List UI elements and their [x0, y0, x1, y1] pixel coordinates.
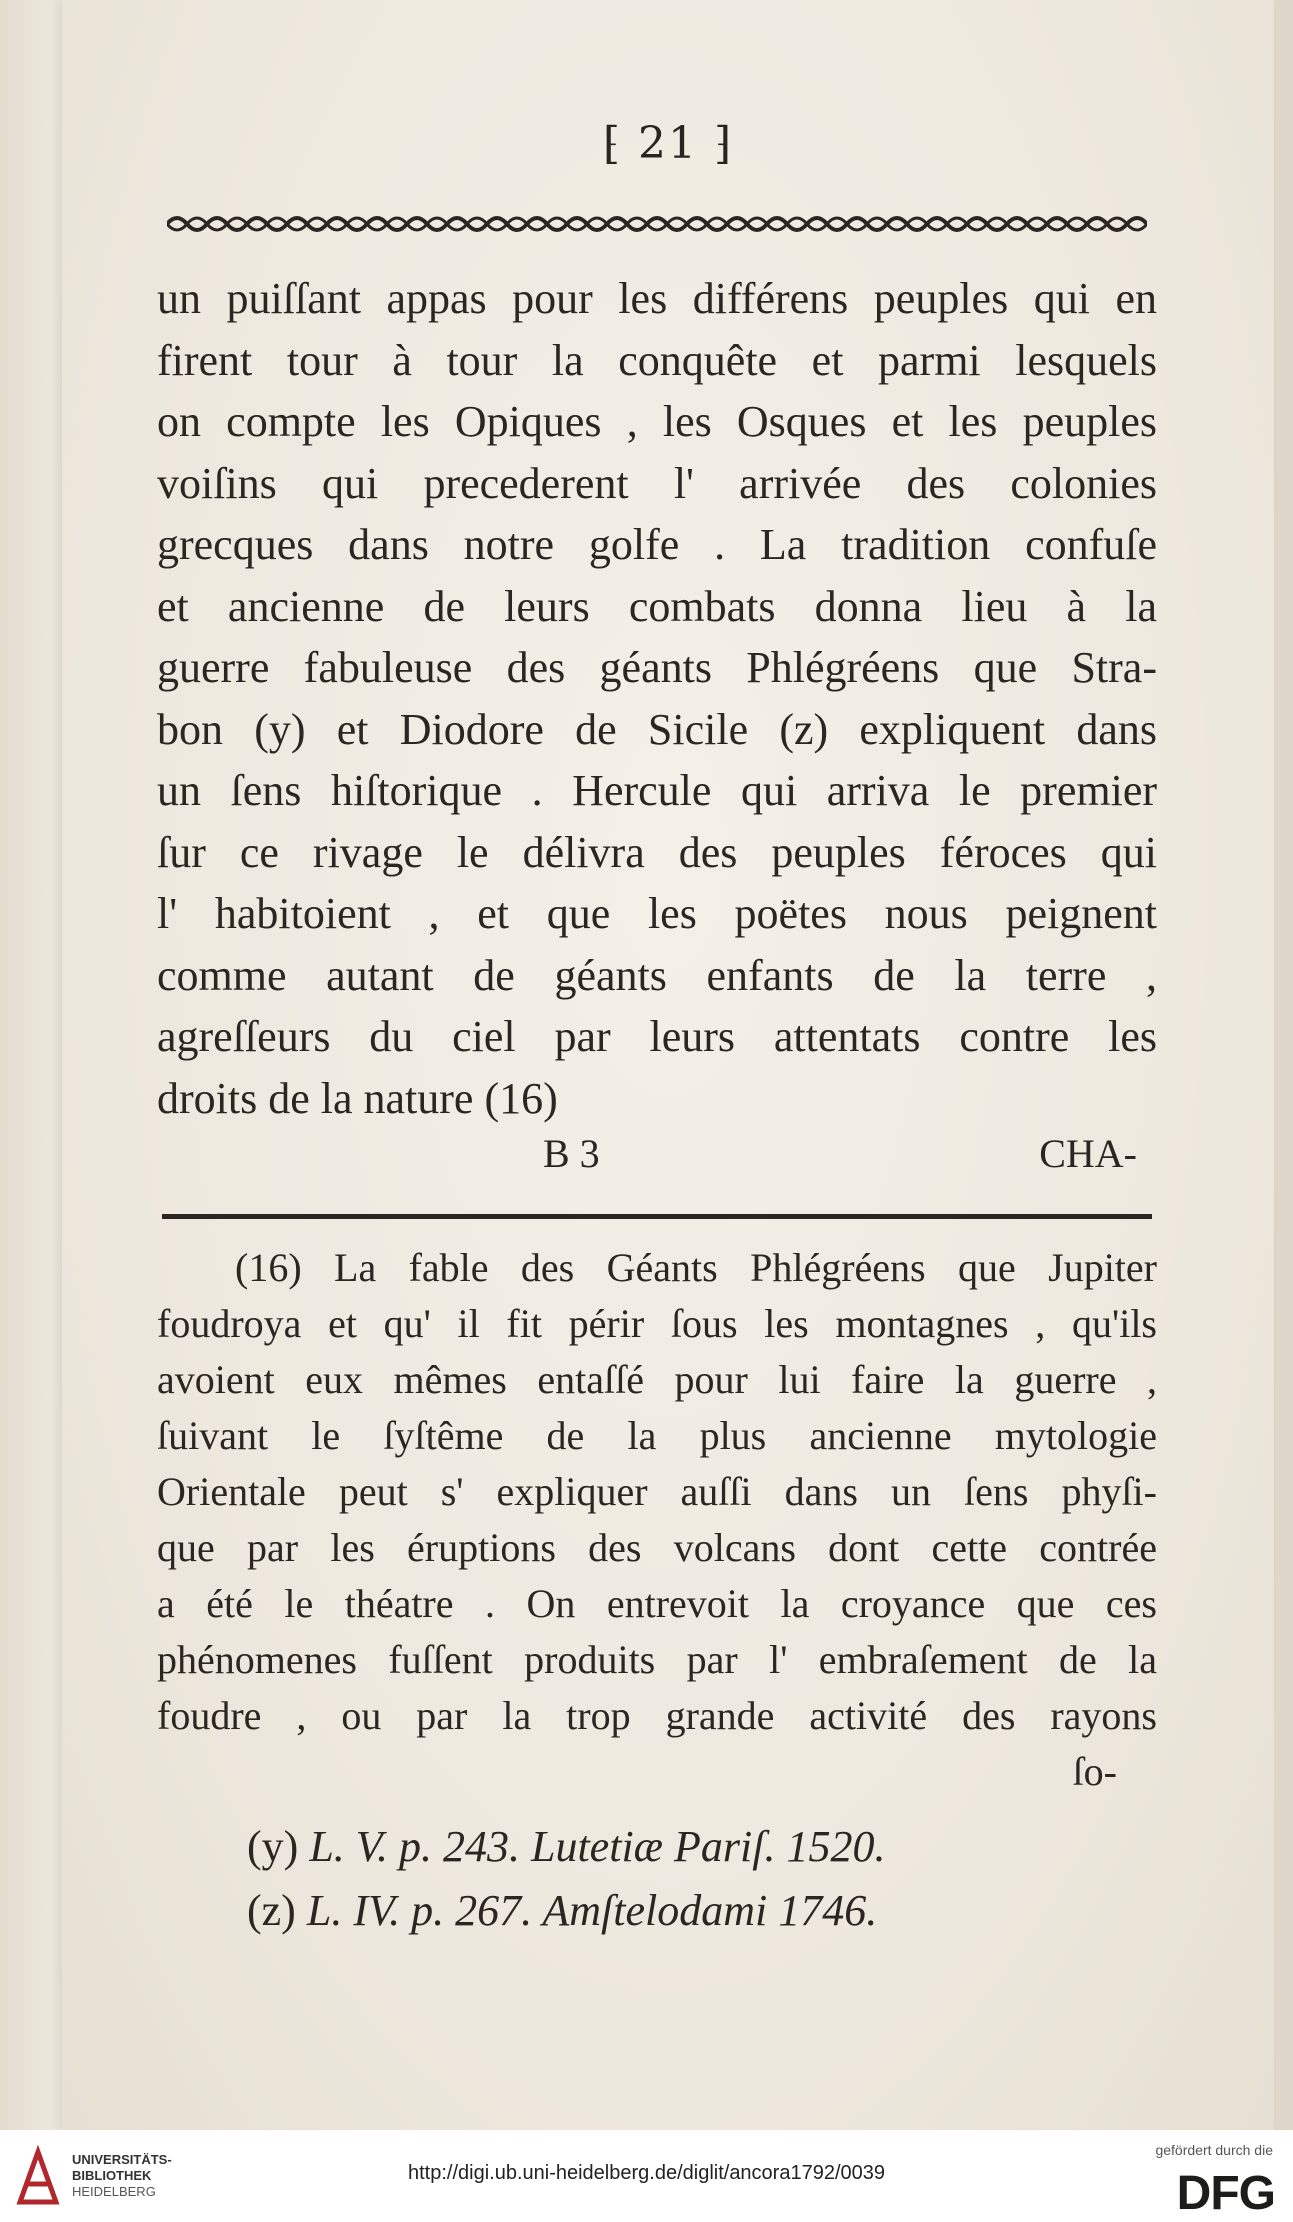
- ornamental-border: [167, 208, 1147, 240]
- footnote-line: avoient eux mêmes entaſſé pour lui faire la guerre ,: [157, 1357, 1157, 1402]
- text-line: on compte les Opiques , les Osques et les peuples: [157, 397, 1157, 446]
- reference-z: [247, 1879, 1147, 1943]
- catchword: CHA-: [1039, 1131, 1137, 1176]
- footnote-line: Orientale peut s' expliquer auſſi dans un ſens phyſi-: [157, 1469, 1157, 1514]
- footnote-line: foudre , ou par la trop grande activité des rayons: [157, 1693, 1157, 1738]
- text-line: agreſſeurs du ciel par leurs attentats contre les: [157, 1012, 1157, 1061]
- library-name: UNIVERSITÄTS- BIBLIOTHEK HEIDELBERG: [72, 2152, 172, 2199]
- footnote-line: a été le théatre . On entrevoit la croyance que ces: [157, 1581, 1157, 1626]
- text-line: ſur ce rivage le délivra des peuples féroces qui: [157, 827, 1157, 877]
- book-page: [62, 0, 1274, 2130]
- text-line: firent tour à tour la conquête et parmi lesquels: [157, 335, 1157, 385]
- footnote-line: (16) La fable des Géants Phlégréens que Jupiter: [235, 1245, 1157, 1290]
- text-line: bon (y) et Diodore de Sicile (z) expliquent dans: [157, 704, 1157, 754]
- text-line: l' habitoient , et que les poëtes nous peignent: [157, 889, 1157, 938]
- funded-by-label: gefördert durch die: [1155, 2142, 1273, 2158]
- page-url[interactable]: http://digi.ub.uni-heidelberg.de/diglit/ancora1792/0039: [407, 2162, 886, 2184]
- dfg-logo: DFG: [1176, 2167, 1275, 2220]
- footnote-line: foudroya et qu' il fit périr ſous les montagnes , qu'ils: [157, 1301, 1157, 1346]
- footnote-catchword: ſo-: [1072, 1749, 1117, 1794]
- text-line: un puiſſant appas pour les différens peuples qui en: [157, 274, 1157, 323]
- main-text: [157, 268, 1157, 1129]
- signature-line: [157, 1130, 1157, 1180]
- footnote: [157, 1240, 1157, 1800]
- reference-y: [247, 1815, 1147, 1879]
- text-line: et ancienne de leurs combats donna lieu à la: [157, 581, 1157, 631]
- text-line: droits de la nature (16): [157, 1073, 558, 1123]
- footnote-line: que par les éruptions des volcans dont cette contrée: [157, 1525, 1157, 1570]
- references: [247, 1815, 1147, 1943]
- footnote-line: ſuivant le ſyſtême de la plus ancienne mytologie: [157, 1413, 1157, 1458]
- text-line: guerre fabuleuse des géants Phlégréens que Stra-: [157, 643, 1157, 692]
- text-line: comme autant de géants enfants de la terre ,: [157, 950, 1157, 1000]
- reference-text: L. V. p. 243. Lutetiæ Pariſ. 1520.: [309, 1822, 886, 1871]
- reference-text: L. IV. p. 267. Amſtelodami 1746.: [306, 1886, 878, 1935]
- signature-mark: B 3: [543, 1131, 600, 1176]
- reference-mark: (y): [247, 1822, 299, 1871]
- footnote-rule: [162, 1214, 1152, 1219]
- text-line: grecques dans notre golfe . La tradition confuſe: [157, 520, 1157, 569]
- reference-mark: (z): [247, 1886, 296, 1935]
- text-line: voiſins qui precederent l' arrivée des colonies: [157, 458, 1157, 508]
- text-line: un ſens hiſtorique . Hercule qui arriva le premier: [157, 766, 1157, 815]
- footnote-line: phénomenes fuſſent produits par l' embraſement de la: [157, 1637, 1157, 1682]
- page-number-header: ⁅ 21 ⁆: [602, 118, 734, 169]
- viewer-footer: [0, 2130, 1293, 2222]
